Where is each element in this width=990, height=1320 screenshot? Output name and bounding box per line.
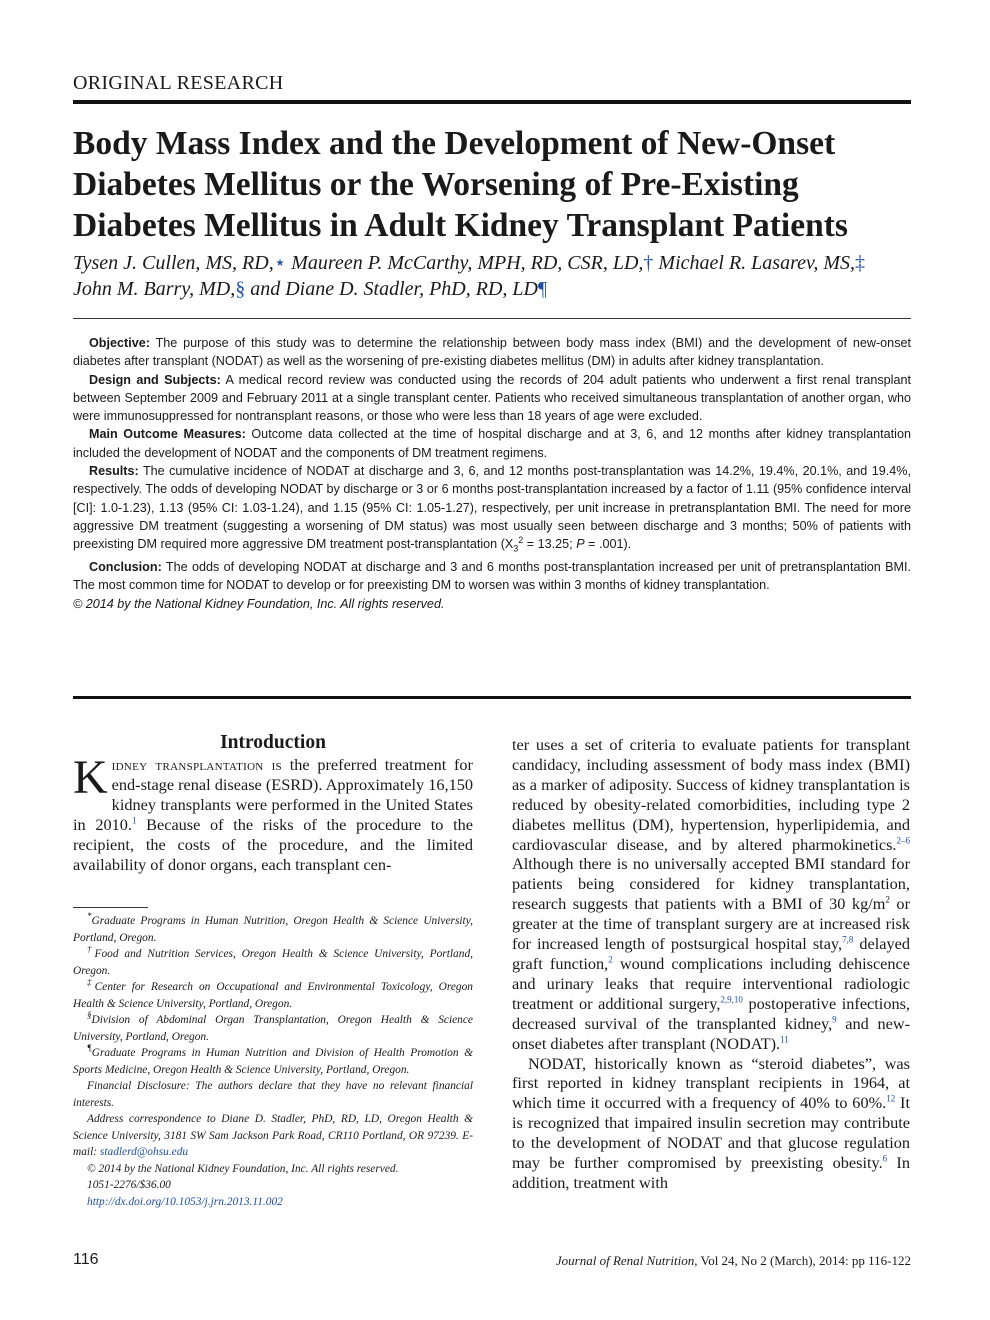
email-link[interactable]: stadlerd@ohsu.edu [99,1146,189,1158]
body-text: postoperative infections, decreased survival of the transplanted kidney, [512,993,911,1033]
abstract-text: A medical record review was conducted using the records of 204 adult patients who underwent a first renal transplant between September 2009 and February 2011 at a single transplant center. Patients who received simultaneous transplantation of another organ, who were immunosuppressed for nontransplant reasons, or those who were less than 18 years of age were excluded. [73,372,911,424]
footnote-mark: ¶ [87,1043,92,1054]
abstract-label: Objective: [89,336,150,350]
section-label: ORIGINAL RESEARCH [73,72,284,94]
footnote-text: Graduate Programs in Human Nutrition, Oregon Health & Science University, Portland, Oregon. [73,915,473,944]
abstract-rule-top [73,318,911,319]
abstract-label: Results: [89,464,139,479]
abstract-label: Design and Subjects: [89,372,221,387]
body-text: Because of the risks of the procedure to the recipient, the costs of the procedure, and the limited availability of donor organs, each transplant cen- [73,815,473,874]
intro-paragraph [512,735,910,1054]
affiliation-mark[interactable]: ‡ [855,252,866,274]
abstract-results [73,462,911,558]
footnote-mark: ‡ [87,977,95,988]
section-heading: Introduction [220,732,326,753]
body-text: delayed graft function, [512,934,911,973]
citation-link[interactable]: 2,9,10 [720,994,743,1005]
citation-link[interactable]: 1 [131,815,137,826]
p-value: = .001). [584,537,632,552]
stat-superscript: 2 [518,535,524,546]
correspondence [73,1111,473,1161]
citation-link[interactable]: 2–6 [896,835,910,846]
intro-paragraph [512,1054,910,1193]
affiliation-mark[interactable]: ¶ [537,278,548,300]
intro-column-2 [512,735,910,1193]
footnote [73,1045,473,1078]
citation-link[interactable]: 6 [882,1153,888,1164]
doi-paragraph [73,1194,473,1211]
abstract-conclusion [73,558,911,595]
correspondence-text: Address correspondence to Diane D. Stadler, PhD, RD, LD, Oregon Health & Science University, 3181 SW Sam Jackson Park Road, CR110 Portland, OR 97239. E-mail: [73,1113,473,1158]
stat-text: (X [500,537,514,552]
footnote-text: Division of Abdominal Organ Transplantation, Oregon Health & Science University, Portland, Oregon. [73,1014,473,1043]
page-number: 116 [73,1251,99,1268]
abstract-label: Conclusion: [89,560,162,575]
footnote-mark: * [87,911,92,922]
footnote-mark: § [87,1010,92,1021]
body-text: In addition, treatment with [512,1153,910,1192]
footnote-text: Graduate Programs in Human Nutrition and Division of Health Promotion & Sports Medicine, Oregon Health & Science University, Portland, Oregon. [73,1047,473,1076]
abstract-rule-bottom [73,696,911,699]
citation-link[interactable]: 11 [780,1034,789,1045]
citation-link[interactable]: 2 [608,954,613,965]
abstract [73,334,911,613]
article-title: Body Mass Index and the Development of New-Onset Diabetes Mellitus or the Worsening of Pre-Existing Diabetes Mellitus in Adult Kidney Transplant Patients [73,125,848,244]
abstract-text: The cumulative incidence of NODAT at discharge and 3, 6, and 12 months post-transplantation was 14.2%, 19.4%, 20.1%, and 19.4%, respectively. The odds of developing NODAT by discharge or 3 or 6 months post-transplantation increased by a factor of 1.11 (95% confidence interval [CI]: 1.0-1.23), 1.13 (95% CI: 1.03-1.24), and 1.15 (95% CI: 1.05-1.27), respectively, per unit increase in pretransplantation BMI. The need for more aggressive DM treatment (suggesting a worsening of DM status) was most usually seen between discharge and 3 months; 50% of patients with preexisting DM required more aggressive DM treatment post-transplantation [73,464,911,552]
body-text: the preferred treatment for end-stage renal disease (ESRD). Approximately 16,150 kidney transplants were performed in the United States in 2010. [73,755,473,834]
author-name: John M. Barry, MD, [73,278,236,300]
author-name: Tysen J. Cullen, MS, RD, [73,252,274,274]
journal-citation [556,1253,911,1269]
abstract-outcome [73,425,911,462]
abstract-copyright: © 2014 by the National Kidney Foundation, Inc. All rights reserved. [73,596,445,611]
footnote-mark: † [87,944,95,955]
body-text: and new-onset diabetes after transplant (NODAT). [512,1013,911,1053]
abstract-text: Outcome data collected at the time of hospital discharge and at 3, 6, and 12 months after kidney transplantation included the development of NODAT and the components of DM treatment regimens. [73,427,911,460]
citation-link[interactable]: 9 [832,1014,837,1025]
author-list [73,250,918,302]
disclosure: Financial Disclosure: The authors declare that they have no relevant financial interests. [73,1080,473,1109]
intro-paragraph [73,751,473,875]
journal-name: Journal of Renal Nutrition [555,1253,695,1268]
abstract-objective [73,334,911,371]
body-text: It is recognized that impaired insulin secretion may contribute to the development of NODAT and that glucose regulation may be further compromised by preexisting obesity. [512,1093,911,1173]
author-name: Michael R. Lasarev, MS, [658,252,856,274]
footnotes [73,913,473,1210]
footnote [73,913,473,946]
footnote-text: Center for Research on Occupational and Environmental Toxicology, Oregon Health & Science University, Portland, Oregon. [73,981,473,1010]
citation-link[interactable]: 7,8 [842,934,854,945]
affiliation-mark[interactable]: § [235,278,246,300]
stat-text: = 13.25; [523,537,573,552]
citation-link[interactable]: 12 [886,1093,896,1104]
stat-subscript: 3 [513,543,519,554]
doi-link[interactable]: http://dx.doi.org/10.1053/j.jrn.2013.11.002 [87,1195,283,1208]
footnote-copyright: © 2014 by the National Kidney Foundation, Inc. All rights reserved. [87,1162,399,1175]
lead-in-text: idney transplantation is [111,755,282,774]
abstract-label: Main Outcome Measures: [89,427,246,442]
unit-superscript: 2 [885,894,890,905]
footnote [73,1012,473,1045]
issn: 1051-2276/$36.00 [87,1179,171,1191]
footnote-text: Food and Nutrition Services, Oregon Health & Science University, Portland, Oregon. [73,948,473,977]
footnote-rule [73,907,148,908]
body-text: Although there is no universally accepted BMI standard for patients being considered for kidney transplantation, research suggests that patients with a BMI of 30 kg/m [512,854,910,914]
abstract-text: The odds of developing NODAT at discharge and 3 and 6 months post-transplantation increased per unit of pretransplantation BMI. The most common time for NODAT to develop or for preexisting DM to worsen was within 3 months of kidney transplantation. [73,560,911,593]
body-text: wound complications including dehiscence and urinary leaks that require interventional radiologic treatment or additional surgery, [512,953,910,1013]
body-text: or greater at the time of transplant surgery are at increased risk for increased length of postsurgical hospital stay, [512,894,910,954]
journal-details: , Vol 24, No 2 (March), 2014: pp 116-122 [694,1253,911,1268]
footnote [73,979,473,1012]
body-text: NODAT, historically known as “steroid diabetes”, was first reported in kidney transplant recipients in 1964, at which time it occurred with a frequency of 40% to 60%. [512,1053,910,1113]
footnote [73,946,473,979]
p-label: P [576,537,585,552]
header-rule [73,100,911,104]
affiliation-mark[interactable]: ⋆ [273,252,287,274]
author-name: and Diane D. Stadler, PhD, RD, LD [250,278,538,300]
affiliation-mark[interactable]: † [643,252,654,274]
abstract-design [73,371,911,426]
abstract-text: The purpose of this study was to determine the relationship between body mass index (BMI) and the development of new-onset diabetes after transplant (NODAT) as well as the worsening of pre-existing diabetes mellitus (DM) in adults after kidney transplantation. [73,336,911,369]
drop-cap: K [73,751,108,804]
author-name: Maureen P. McCarthy, MPH, RD, CSR, LD, [291,252,644,274]
body-text: ter uses a set of criteria to evaluate patients for transplant candidacy, including assessment of body mass index (BMI) as a marker of adiposity. Success of kidney transplantation is reduced by obesity-related comorbidities, including type 2 diabetes mellitus (DM), hypertension, hyperlipidemia, and cardiovascular disease, and by altered pharmokinetics. [512,735,910,854]
